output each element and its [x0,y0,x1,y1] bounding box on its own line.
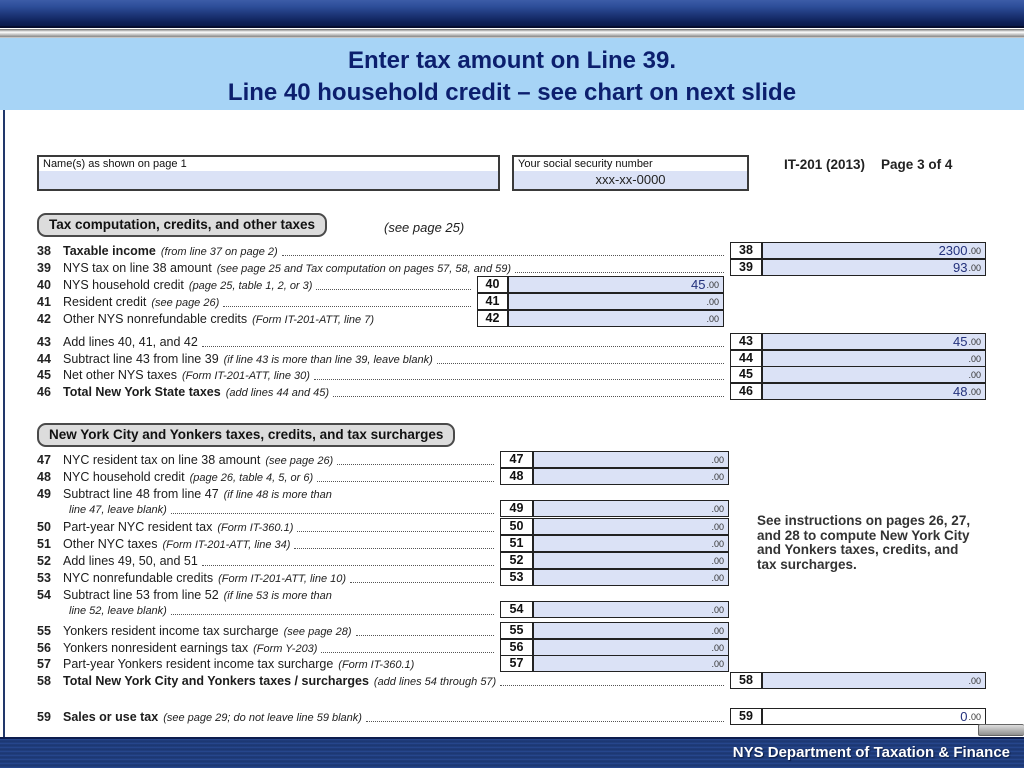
line-48-amount-cents: .00 [711,472,724,482]
line-48-amount-box[interactable] [533,468,729,485]
line-43-amount-cents: .00 [968,337,981,347]
line-44-amount-box[interactable] [762,350,986,367]
line-50-note: (Form IT-360.1) [217,522,294,534]
form-line-59 [37,709,728,724]
form-line-45 [37,367,728,382]
dotted-leader [437,363,724,364]
line-40-amount-box[interactable] [508,276,724,293]
line-42-number-box: 42 [477,310,508,327]
dotted-leader [316,289,471,290]
line-39-amount-box[interactable] [762,259,986,276]
line-39-number-box: 39 [730,259,762,276]
line-number: 44 [37,352,51,366]
tax-form-it201-page3 [0,110,1024,737]
dotted-leader [202,346,724,347]
line-48-note: (page 26, table 4, 5, or 6) [189,472,314,484]
dotted-leader [366,721,724,722]
form-id-and-page [784,157,952,172]
line-number: 55 [37,624,51,638]
line-38-note: (from line 37 on page 2) [160,246,278,258]
line-46-label: Total New York State taxes [63,385,221,399]
scroll-handle[interactable] [978,724,1024,736]
line-number: 48 [37,470,51,484]
line-number: 49 [37,487,51,501]
line-51-amount-box[interactable] [533,535,729,552]
line-number: 59 [37,710,51,724]
line-number: 46 [37,385,51,399]
name-field-input-area[interactable] [39,171,498,189]
dotted-leader [294,548,494,549]
line-43-amount-box[interactable] [762,333,986,350]
line-42-label: Other NYS nonrefundable credits [63,312,248,326]
line-47-number-box: 47 [500,451,533,468]
line-51-number-box: 51 [500,535,533,552]
line-42-note: (Form IT-201-ATT, line 7) [252,314,374,326]
line-51-amount-cents: .00 [711,539,724,549]
line-49-label: Subtract line 48 from line 47 [63,487,219,501]
line-39-label: NYS tax on line 38 amount [63,261,212,275]
slide-title-line-2: Line 40 household credit – see chart on next slide [227,79,797,106]
line-53-number-box: 53 [500,569,533,586]
line-58-label: Total New York City and Yonkers taxes / surcharges [63,674,369,688]
dotted-leader [317,481,494,482]
dotted-leader [314,379,724,380]
form-line-57 [37,656,498,671]
form-id: IT-201 (2013) [784,157,866,172]
form-line-54 [37,587,498,602]
line-47-note: (see page 26) [265,455,334,467]
ssn-field-label: Your social security number [518,158,653,170]
form-line-49-continued [37,501,498,516]
form-line-53 [37,570,498,585]
line-40-amount-cents: .00 [706,280,719,290]
line-48-number-box: 48 [500,468,533,485]
section2-title: New York City and Yonkers taxes, credits, and tax surcharges [49,427,444,442]
form-line-50 [37,519,498,534]
top-decoration-bar [0,0,1024,28]
slide-title-banner [0,38,1024,110]
line-42-amount-cents: .00 [706,314,719,324]
line-52-amount-box[interactable] [533,552,729,569]
line-55-number-box: 55 [500,622,533,639]
line-45-label: Net other NYS taxes [63,368,177,382]
footer-text: NYS Department of Taxation & Finance [732,744,1010,761]
line-number: 41 [37,295,51,309]
line-49-note: (if line 48 is more than [223,489,332,501]
dotted-leader [223,306,471,307]
line-40-note: (page 25, table 1, 2, or 3) [188,280,313,292]
form-line-55 [37,623,498,638]
line-number: 50 [37,520,51,534]
line-50-label: Part-year NYC resident tax [63,520,213,534]
line-55-note: (see page 28) [283,626,352,638]
line-54-note-2: line 52, leave blank) [69,605,167,617]
dotted-leader [500,685,724,686]
line-46-number-box: 46 [730,383,762,400]
line-number: 39 [37,261,51,275]
line-48-label: NYC household credit [63,470,185,484]
form-line-49 [37,486,498,501]
line-49-note-2: line 47, leave blank) [69,504,167,516]
section-header-tax-computation [37,213,327,237]
line-46-note: (add lines 44 and 45) [225,387,330,399]
name-field-label: Name(s) as shown on page 1 [43,158,187,170]
section1-note: (see page 25) [384,220,465,235]
line-47-amount-box[interactable] [533,451,729,468]
form-line-51 [37,536,498,551]
line-50-amount-cents: .00 [711,522,724,532]
line-54-amount-box[interactable] [533,601,729,618]
line-56-amount-cents: .00 [711,643,724,653]
side-instructions-note: See instructions on pages 26, 27, and 28 to compute New York City and Yonkers taxes, credits, and tax surcharges. [757,513,971,572]
page-indicator: Page 3 of 4 [881,157,953,172]
form-line-54-continued [37,602,498,617]
line-38-amount-cents: .00 [968,246,981,256]
line-54-number-box: 54 [500,601,533,618]
line-54-note: (if line 53 is more than [223,590,332,602]
line-44-label: Subtract line 43 from line 39 [63,352,219,366]
line-56-number-box: 56 [500,639,533,656]
line-number: 45 [37,368,51,382]
line-41-label: Resident credit [63,295,147,309]
left-edge-line [3,110,5,737]
line-number: 54 [37,588,51,602]
form-line-42 [37,311,475,326]
line-46-amount-box[interactable] [762,383,986,400]
line-40-label: NYS household credit [63,278,184,292]
line-57-note: (Form IT-360.1) [338,659,415,671]
silver-divider-bar [0,29,1024,38]
line-51-label: Other NYC taxes [63,537,158,551]
line-52-label: Add lines 49, 50, and 51 [63,554,198,568]
form-line-38 [37,243,728,258]
line-59-amount-value: 0 [960,709,968,724]
line-52-amount-cents: .00 [711,556,724,566]
line-47-amount-cents: .00 [711,455,724,465]
line-42-amount-box[interactable] [508,310,724,327]
line-number: 40 [37,278,51,292]
dotted-leader [333,396,724,397]
line-59-amount-box[interactable] [762,708,986,725]
line-52-number-box: 52 [500,552,533,569]
line-43-label: Add lines 40, 41, and 42 [63,335,198,349]
form-line-39 [37,260,728,275]
line-45-amount-cents: .00 [968,370,981,380]
line-45-number-box: 45 [730,366,762,383]
line-54-amount-cents: .00 [711,605,724,615]
line-38-label: Taxable income [63,244,156,258]
form-line-47 [37,452,498,467]
line-58-note: (add lines 54 through 57) [373,676,497,688]
dotted-leader [515,272,724,273]
line-50-amount-box[interactable] [533,518,729,535]
line-57-label: Part-year Yonkers resident income tax surcharge [63,657,334,671]
dotted-leader [297,531,494,532]
line-56-note: (Form Y-203) [253,643,318,655]
line-39-amount-cents: .00 [968,263,981,273]
line-53-note: (Form IT-201-ATT, line 10) [218,573,347,585]
line-number: 43 [37,335,51,349]
line-41-number-box: 41 [477,293,508,310]
line-40-number-box: 40 [477,276,508,293]
section-header-nyc-yonkers [37,423,455,447]
slide-title-line-1: Enter tax amount on Line 39. [347,47,677,74]
line-49-amount-box[interactable] [533,500,729,517]
line-57-amount-box[interactable] [533,655,729,672]
form-line-56 [37,640,498,655]
line-44-number-box: 44 [730,350,762,367]
line-46-amount-cents: .00 [968,387,981,397]
line-number: 42 [37,312,51,326]
line-44-note: (if line 43 is more than line 39, leave blank) [223,354,433,366]
line-39-amount-value: 93 [953,260,968,275]
line-54-label: Subtract line 53 from line 52 [63,588,219,602]
dotted-leader [337,464,494,465]
line-38-amount-value: 2300 [938,243,968,258]
ssn-field[interactable] [512,155,749,191]
line-59-label: Sales or use tax [63,710,159,724]
line-55-amount-cents: .00 [711,626,724,636]
line-56-label: Yonkers nonresident earnings tax [63,641,249,655]
dotted-leader [171,513,494,514]
line-43-amount-value: 45 [953,334,968,349]
form-line-52 [37,553,498,568]
line-58-number-box: 58 [730,672,762,689]
line-45-amount-box[interactable] [762,366,986,383]
line-number: 38 [37,244,51,258]
line-number: 52 [37,554,51,568]
line-58-amount-box[interactable] [762,672,986,689]
line-53-label: NYC nonrefundable credits [63,571,214,585]
name-field[interactable] [37,155,500,191]
form-line-46 [37,384,728,399]
line-40-amount-value: 45 [691,277,706,292]
dotted-leader [350,582,494,583]
line-38-amount-box[interactable] [762,242,986,259]
line-39-note: (see page 25 and Tax computation on pages 57, 58, and 59) [216,263,512,275]
form-line-40 [37,277,475,292]
line-53-amount-cents: .00 [711,573,724,583]
line-41-amount-cents: .00 [706,297,719,307]
line-55-amount-box[interactable] [533,622,729,639]
line-41-amount-box[interactable] [508,293,724,310]
dotted-leader [321,652,494,653]
line-57-number-box: 57 [500,655,533,672]
line-number: 57 [37,657,51,671]
line-53-amount-box[interactable] [533,569,729,586]
form-line-44 [37,351,728,366]
line-56-amount-box[interactable] [533,639,729,656]
line-number: 56 [37,641,51,655]
line-55-label: Yonkers resident income tax surcharge [63,624,279,638]
line-59-number-box: 59 [730,708,762,725]
line-43-number-box: 43 [730,333,762,350]
line-number: 47 [37,453,51,467]
dotted-leader [356,635,494,636]
line-59-amount-cents: .00 [968,712,981,722]
line-51-note: (Form IT-201-ATT, line 34) [162,539,291,551]
line-49-amount-cents: .00 [711,504,724,514]
form-line-48 [37,469,498,484]
line-number: 51 [37,537,51,551]
section1-title: Tax computation, credits, and other taxes [49,217,316,232]
line-44-amount-cents: .00 [968,354,981,364]
dotted-leader [171,614,494,615]
line-46-amount-value: 48 [953,384,968,399]
line-49-number-box: 49 [500,500,533,517]
line-38-number-box: 38 [730,242,762,259]
footer-bar [0,737,1024,768]
line-47-label: NYC resident tax on line 38 amount [63,453,261,467]
form-line-58 [37,673,728,688]
line-59-note: (see page 29; do not leave line 59 blank) [163,712,362,724]
dotted-leader [282,255,724,256]
ssn-field-value[interactable]: xxx-xx-0000 [514,171,747,189]
line-50-number-box: 50 [500,518,533,535]
line-58-amount-cents: .00 [968,676,981,686]
line-41-note: (see page 26) [151,297,220,309]
dotted-leader [202,565,494,566]
form-line-43 [37,334,728,349]
line-number: 53 [37,571,51,585]
form-line-41 [37,294,475,309]
line-number: 58 [37,674,51,688]
line-45-note: (Form IT-201-ATT, line 30) [181,370,310,382]
line-57-amount-cents: .00 [711,659,724,669]
